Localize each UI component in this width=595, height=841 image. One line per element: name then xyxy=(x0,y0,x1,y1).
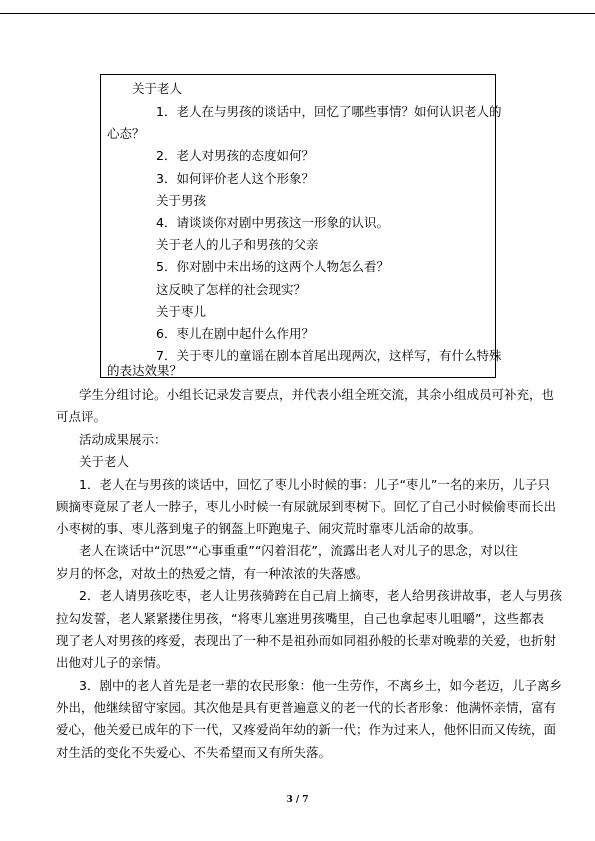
body-line-12: 现了老人对男孩的疼爱，表现出了一种不是祖孙而如同祖孙般的长辈对晚辈的关爱，也折射 xyxy=(56,633,557,648)
box-question-7-cont: 的表达效果？ xyxy=(107,363,183,378)
body-line-7: 小枣树的事、枣儿落到鬼子的钢盔上吓跑鬼子、闹灾荒时靠枣儿活命的故事。 xyxy=(56,521,482,536)
body-line-1: 学生分组讨论。小组长记录发言要点，并代表小组全班交流，其余小组成员可补充，也 xyxy=(79,387,555,402)
body-line-5: 1．老人在与男孩的谈话中，回忆了枣儿小时候的事：儿子“枣儿”一名的来历，儿子只 xyxy=(79,477,550,492)
body-line-6: 顾摘枣竟尿了老人一脖子，枣儿小时候一有尿就尿到枣树下。回忆了自己小时候偷枣而长出 xyxy=(56,499,557,514)
box-question-1-cont: 心态？ xyxy=(107,126,145,141)
box-question-2: 2．老人对男孩的态度如何？ xyxy=(156,148,314,163)
body-line-16: 爱心，他关爱已成年的下一代，又疼爱尚年幼的新一代；作为过来人，他怀旧而又传统，面 xyxy=(56,722,557,737)
body-line-9: 岁月的怀念，对故土的热爱之情，有一种浓浓的失落感。 xyxy=(56,566,369,581)
box-heading-zaoer: 关于枣儿 xyxy=(156,304,207,319)
body-line-17: 对生活的变化不失爱心、不失希望而又有所失落。 xyxy=(56,745,332,760)
body-line-4: 关于老人 xyxy=(79,454,130,469)
body-line-15: 外出，他继续留守家园。其次他是具有更普遍意义的老一代的长者形象：他满怀亲情，富有 xyxy=(56,700,557,715)
box-question-6: 6．枣儿在剧中起什么作用？ xyxy=(156,326,314,341)
page-number: 3 / 7 xyxy=(286,795,309,805)
body-line-2: 可点评。 xyxy=(56,409,107,424)
box-question-7: 7．关于枣儿的童谣在剧本首尾出现两次，这样写，有什么特殊 xyxy=(156,348,502,363)
box-question-3: 3．如何评价老人这个形象？ xyxy=(156,171,314,186)
box-heading-elder: 关于老人 xyxy=(132,81,183,96)
box-question-1: 1．老人在与男孩的谈话中，回忆了哪些事情？如何认识老人的 xyxy=(156,104,502,119)
body-line-13: 出他对儿子的亲情。 xyxy=(56,655,169,670)
body-line-3: 活动成果展示： xyxy=(79,432,167,447)
body-line-14: 3．剧中的老人首先是老一辈的农民形象：他一生劳作，不离乡土，如今老迈，儿子离乡 xyxy=(79,678,562,693)
box-question-5: 5．你对剧中未出场的这两个人物怎么看？ xyxy=(156,259,389,274)
box-question-5-cont: 这反映了怎样的社会现实？ xyxy=(156,282,307,297)
body-line-11: 拉勾发誓，老人紧紧搂住男孩，“将枣儿塞进男孩嘴里，自己也拿起枣儿咀嚼”，这些都表 xyxy=(56,611,544,626)
box-question-4: 4．请谈谈你对剧中男孩这一形象的认识。 xyxy=(156,215,389,230)
box-heading-son: 关于老人的儿子和男孩的父亲 xyxy=(156,237,319,252)
question-box xyxy=(100,74,502,378)
top-rule xyxy=(0,13,595,14)
box-heading-boy: 关于男孩 xyxy=(156,193,207,208)
body-line-8: 老人在谈话中“沉思”“心事重重”“闪着泪花”，流露出老人对儿子的思念，对以往 xyxy=(79,543,518,558)
body-line-10: 2．老人请男孩吃枣，老人让男孩骑跨在自己肩上摘枣，老人给男孩讲故事，老人与男孩 xyxy=(79,588,562,603)
